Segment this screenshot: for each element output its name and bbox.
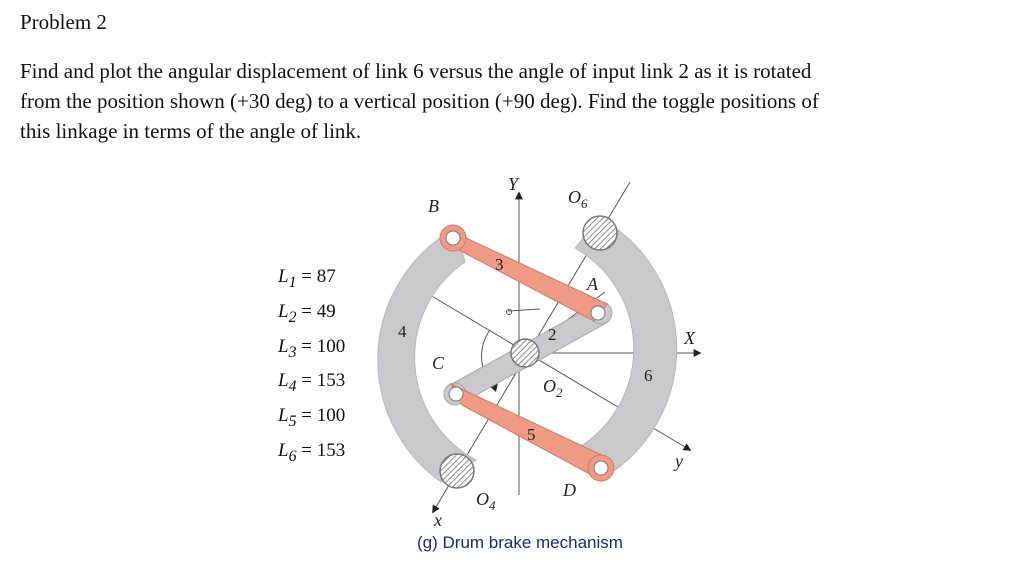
pin-c — [449, 387, 463, 401]
length-l6: $L_6 = 153$ — [278, 439, 346, 465]
ground-pivot-o6 — [583, 216, 617, 250]
link4-arm — [378, 228, 476, 482]
pin-d — [594, 461, 608, 475]
pin-b — [446, 231, 460, 245]
length-l2: $L_2 = 49$ — [278, 300, 336, 326]
label-a: A — [587, 274, 598, 294]
pin-a — [591, 306, 605, 320]
label-c: C — [432, 353, 445, 373]
label-d: D — [563, 480, 576, 500]
figure-caption: (g) Drum brake mechanism — [417, 533, 623, 552]
problem-title: Problem 2 — [20, 10, 107, 34]
label-link3: 3 — [495, 255, 504, 274]
link6-arm — [575, 218, 677, 478]
center-tick — [508, 309, 540, 311]
label-link2: 2 — [548, 325, 557, 344]
label-o6: $O_6$ — [568, 187, 588, 211]
ground-pivot-o4 — [440, 454, 474, 488]
problem-line-3: this linkage in terms of the angle of link. — [20, 119, 362, 143]
label-b: B — [428, 196, 439, 216]
ground-pivot-o2 — [511, 339, 539, 367]
length-l3: $L_3 = 100$ — [278, 335, 346, 361]
problem-line-1: Find and plot the angular displacement of link 6 versus the angle of input link 2 as it is rotated — [20, 59, 812, 83]
label-o2: $O_2$ — [543, 376, 563, 400]
length-l1: $L_1 = 87$ — [278, 266, 336, 291]
label-y-axis: Y — [508, 174, 519, 194]
label-link4: 4 — [398, 322, 407, 341]
label-y-rotated: y — [675, 451, 683, 471]
label-x-rotated: x — [434, 510, 442, 530]
problem-line-2: from the position shown (+30 deg) to a vertical position (+90 deg). Find the toggle positions of — [20, 89, 819, 113]
length-l4: $L_4 = 153$ — [278, 370, 346, 396]
label-o4: $O_4$ — [476, 489, 496, 513]
label-x-axis: X — [684, 328, 695, 348]
center-marker — [507, 310, 512, 315]
label-link5: 5 — [527, 425, 536, 444]
label-link6: 6 — [644, 366, 653, 385]
length-l5: $L_5 = 100$ — [278, 405, 346, 430]
